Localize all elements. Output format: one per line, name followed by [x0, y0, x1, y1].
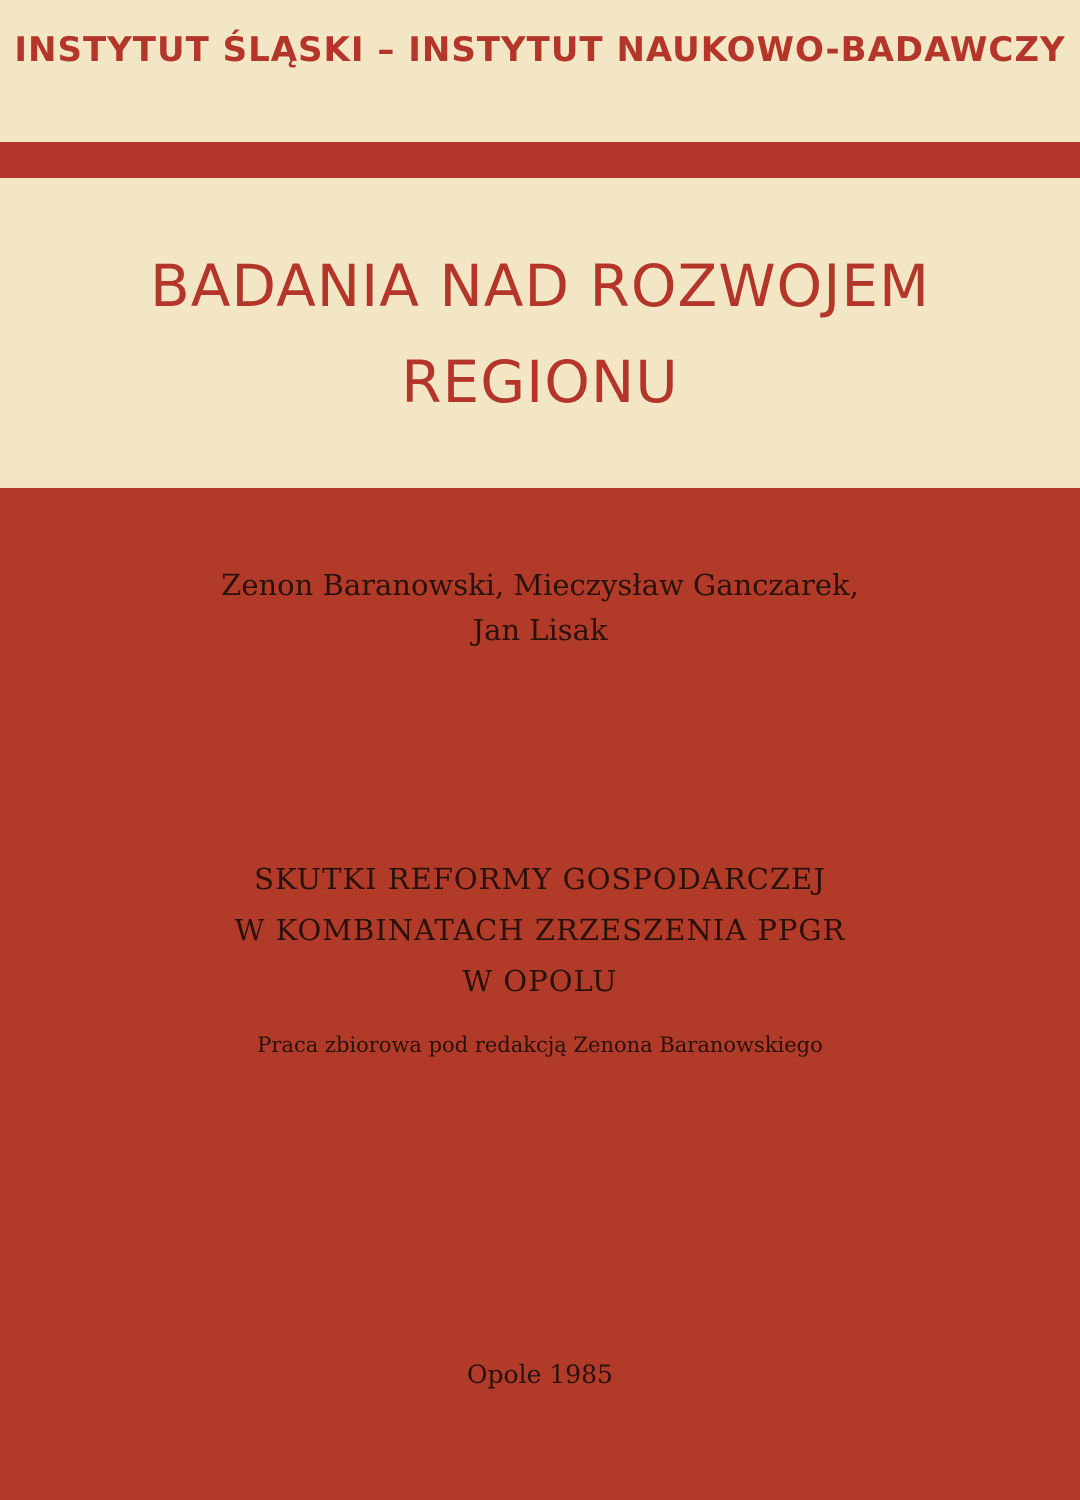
publisher-name: INSTYTUT ŚLĄSKI – INSTYTUT NAUKOWO-BADAWCZY: [14, 30, 1066, 70]
book-title-line-1: SKUTKI REFORMY GOSPODARCZEJ: [254, 862, 826, 896]
book-title-line-2: W KOMBINATACH ZRZESZENIA PPGR: [234, 913, 846, 947]
series-title-line-2: REGIONU: [401, 348, 679, 416]
authors-line-2: Jan Lisak: [472, 613, 608, 647]
place-and-year: Opole 1985: [467, 1360, 613, 1389]
editor-note: Praca zbiorowa pod redakcją Zenona Baranowskiego: [257, 1033, 823, 1057]
header-divider-bar: [0, 142, 1080, 178]
book-title-line-3: W OPOLU: [462, 964, 618, 998]
authors-line-1: Zenon Baranowski, Mieczysław Ganczarek,: [221, 568, 859, 602]
series-title-line-1: BADANIA NAD ROZWOJEM: [149, 252, 931, 320]
